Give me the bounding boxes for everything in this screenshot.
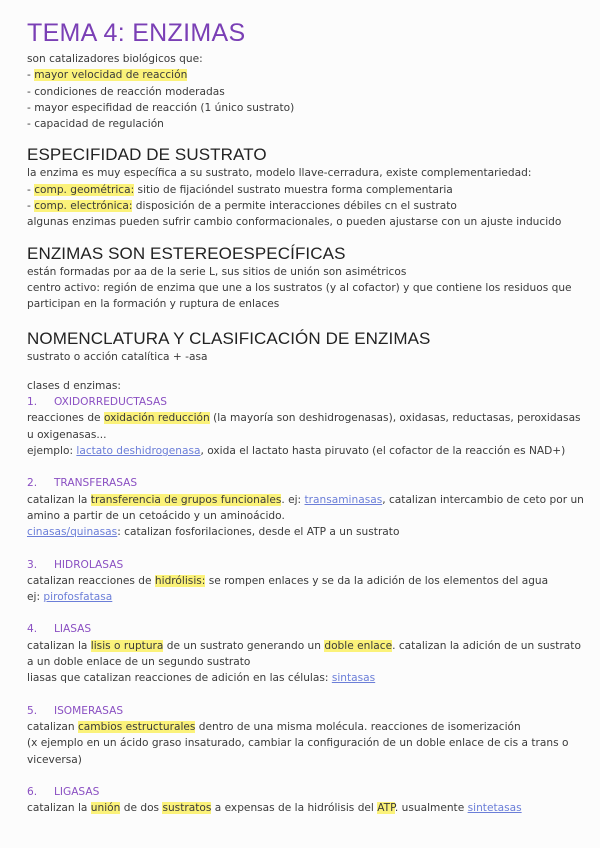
text-span: reacciones de [27, 412, 104, 425]
highlighted-text: lisis o ruptura [90, 639, 164, 652]
class-heading-ligasas [27, 784, 587, 800]
class-heading-oxidorreductasas [27, 394, 587, 410]
text-span: de dos [120, 802, 163, 815]
intro-block [27, 51, 587, 132]
paragraph-line: (x ejemplo en un ácido graso insaturado, cambiar la configuración de un doble enlace de cis a trans o viceversa) [27, 737, 569, 766]
text-span: (la mayoría son deshidrogenasas), oxidasas, reductasas, peroxidasas u oxigenasas... [27, 412, 581, 441]
section-heading-nomenclatura: NOMENCLATURA Y CLASIFICACIÓN DE ENZIMAS [27, 328, 431, 348]
text-span: liasas que catalizan reacciones de adición en las células: [27, 672, 332, 685]
intro-bullet: - mayor especifidad de reacción (1 único sustrato) [27, 101, 295, 114]
list-number: 5. [27, 704, 54, 717]
highlighted-text: doble enlace [324, 639, 393, 652]
paragraph-line: algunas enzimas pueden sufrir cambio conformacionales, o pueden ajustarse con un ajuste inducido [27, 216, 562, 229]
link-cinasas-quinasas[interactable]: cinasas/quinasas [27, 526, 118, 539]
paragraph-line [27, 638, 587, 671]
text-span: , catalizan intercambio de ceto por un amino a partir de un cetoácido y un aminoácido. [27, 493, 584, 522]
highlighted-text: transferencia de grupos funcionales [90, 493, 282, 506]
text-span: se rompen enlaces y se da la adición de los elementos del agua [205, 574, 549, 587]
highlighted-text: mayor velocidad de reacción [34, 69, 188, 82]
paragraph-line [27, 589, 587, 605]
text-span: catalizan la [27, 639, 91, 652]
list-number: 2. [27, 477, 54, 490]
paragraph-line [27, 492, 587, 525]
text-span: catalizan [27, 720, 78, 733]
paragraph-line: clases d enzimas: [27, 379, 121, 392]
bullet-dash: - [27, 183, 35, 196]
paragraph-line: están formadas por aa de la serie L, sus sitios de unión son asimétricos [27, 265, 407, 278]
paragraph-line [27, 182, 587, 198]
paragraph-line [27, 443, 587, 459]
class-name: ISOMERASAS [53, 704, 124, 717]
text-span: ej: [27, 591, 44, 604]
paragraph-line [27, 198, 587, 214]
class-heading-isomerasas [27, 703, 587, 719]
text-span: , oxida el lactato hasta piruvato (el cofactor de la reacción es NAD+) [200, 445, 566, 458]
link-transaminasas[interactable]: transaminasas [304, 493, 383, 506]
highlighted-text: comp. geométrica: [34, 183, 135, 196]
text-span: a expensas de la hidrólisis del [211, 802, 378, 815]
paragraph-line [27, 573, 587, 589]
highlighted-text: sustratos [162, 802, 212, 815]
link-sintetasas[interactable]: sintetasas [467, 802, 522, 815]
class-heading-liasas [27, 621, 587, 637]
highlighted-text: oxidación reducción [103, 412, 210, 425]
paragraph-line: sustrato o acción catalítica + -asa [27, 350, 208, 363]
text-span: . ej: [281, 493, 305, 506]
paragraph-line [27, 410, 587, 443]
section-heading-especifidad: ESPECIFIDAD DE SUSTRATO [27, 145, 267, 165]
class-name: LIGASAS [53, 785, 100, 798]
highlighted-text: hidrólisis: [154, 574, 206, 587]
page-title: TEMA 4: ENZIMAS [27, 19, 246, 47]
paragraph-line [27, 719, 587, 735]
link-lactato-deshidrogenasa[interactable]: lactato deshidrogenasa [76, 445, 201, 458]
class-name: OXIDORREDUCTASAS [53, 396, 168, 409]
paragraph-line: la enzima es muy específica a su sustrato, modelo llave-cerradura, existe complementariedad: [27, 167, 532, 180]
intro-bullet: - condiciones de reacción moderadas [27, 85, 225, 98]
list-number: 6. [27, 785, 54, 798]
link-sintasas[interactable]: sintasas [331, 672, 376, 685]
list-number: 3. [27, 558, 54, 571]
bullet-dash: - [27, 200, 35, 213]
class-name: TRANSFERASAS [53, 477, 138, 490]
highlighted-text: comp. electrónica: [34, 200, 133, 213]
paragraph-line [27, 800, 587, 816]
paragraph-line [27, 524, 587, 540]
text-span: . usualmente [394, 802, 468, 815]
link-pirofosfatasa[interactable]: pirofosfatasa [43, 591, 113, 604]
class-name: LIASAS [53, 623, 92, 636]
intro-bullet [27, 67, 587, 83]
text-span: catalizan reacciones de [27, 574, 155, 587]
text-span: . catalizan la adición de un sustrato a un doble enlace de un segundo sustrato [27, 639, 581, 669]
bullet-dash: - [27, 69, 35, 82]
highlighted-text: ATP [377, 802, 395, 815]
text-span: : catalizan fosforilaciones, desde el ATP a un sustrato [117, 526, 400, 539]
text-span: disposición de a permite interacciones débiles cn el sustrato [132, 200, 457, 213]
paragraph-line: centro activo: región de enzima que une a los sustratos (y al cofactor) y que contiene los residuos que participan en la formación y ruptura de enlaces [27, 281, 572, 311]
list-number: 4. [27, 623, 54, 636]
text-span: catalizan la [27, 493, 91, 506]
document-page [27, 18, 587, 816]
text-span: ejemplo: [27, 445, 77, 458]
highlighted-text: unión [90, 802, 121, 815]
list-number: 1. [27, 396, 54, 409]
class-heading-transferasas [27, 475, 587, 491]
highlighted-text: cambios estructurales [77, 720, 196, 733]
text-span: de un sustrato generando un [163, 639, 325, 652]
class-heading-hidrolasas [27, 557, 587, 573]
intro-line: son catalizadores biológicos que: [27, 53, 203, 65]
paragraph-line [27, 670, 587, 686]
text-span: sitio de fijacióndel sustrato muestra forma complementaria [134, 183, 453, 196]
section-heading-estereoespecificas: ENZIMAS SON ESTEREOESPECÍFICAS [27, 243, 346, 263]
text-span: dentro de una misma molécula. reacciones de isomerización [195, 720, 521, 733]
intro-bullet: - capacidad de regulación [27, 118, 164, 131]
class-name: HIDROLASAS [53, 558, 124, 571]
text-span: catalizan la [27, 802, 91, 815]
